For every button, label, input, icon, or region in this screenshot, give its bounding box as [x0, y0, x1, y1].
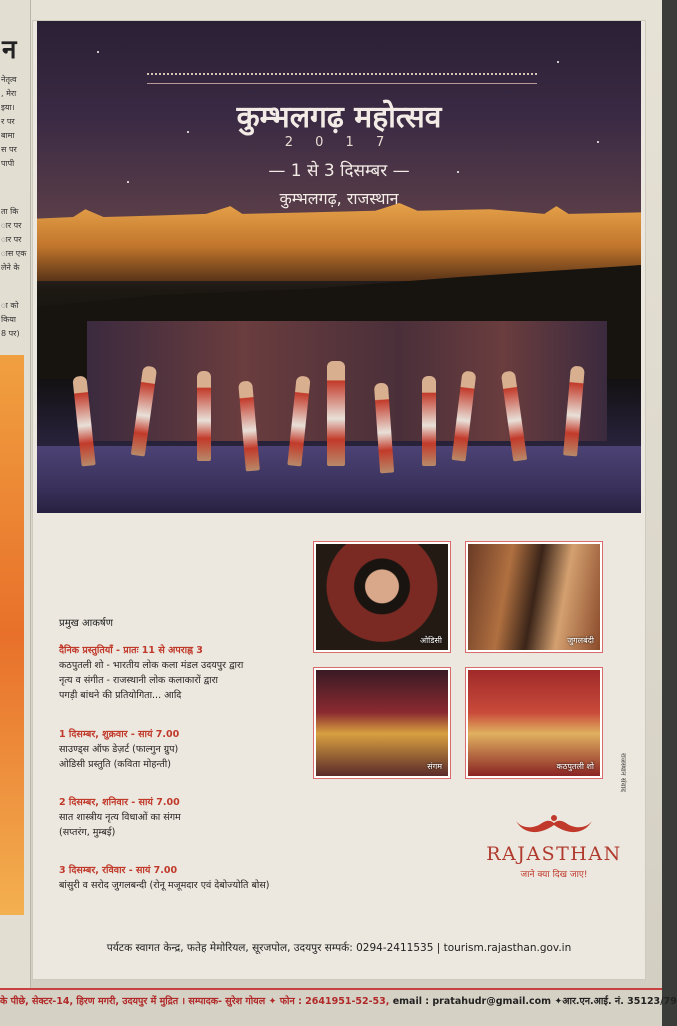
- festival-advertisement: [32, 20, 646, 980]
- adjacent-line: इया।: [1, 103, 15, 112]
- adjacent-line: नेतृत्व: [1, 75, 17, 84]
- decorative-border: [147, 73, 537, 84]
- adjacent-heading: न: [2, 35, 17, 65]
- dancer-figure: [422, 376, 436, 466]
- adjacent-line: किया: [1, 315, 16, 324]
- mustache-icon: [514, 813, 594, 839]
- adjacent-line: लेने के: [1, 263, 20, 272]
- photo-caption: कठपुतली शो: [556, 762, 594, 771]
- festival-venue: कुम्भलगढ़, राजस्थान: [279, 189, 399, 208]
- event-block: [59, 643, 243, 703]
- photo-jugalbandi: [465, 541, 603, 653]
- adjacent-line: 8 पर): [1, 329, 20, 338]
- festival-title: कुम्भलगढ़ महोत्सव: [236, 100, 442, 135]
- event-block: [59, 727, 179, 772]
- attractions-label: प्रमुख आकर्षण: [59, 618, 113, 629]
- adjacent-line: ता कि: [1, 207, 19, 216]
- star: [127, 181, 129, 183]
- adjacent-line: बामा: [1, 131, 15, 140]
- event-line: (सप्तरंग, मुम्बई): [59, 827, 116, 838]
- adjacent-line: ा को: [1, 301, 19, 310]
- adjacent-line: ास एक: [1, 249, 27, 258]
- star: [557, 61, 559, 63]
- adjacent-orange-ad: [0, 355, 24, 915]
- event-line: पगड़ी बांधने की प्रतियोगिता... आदि: [59, 690, 182, 701]
- adjacent-column: [0, 0, 31, 990]
- imprint-rni: ✦आर.एन.आई. नं. 35123/79: [554, 996, 677, 1007]
- dancer-figure: [197, 371, 211, 461]
- illuminated-fort: [37, 203, 641, 281]
- imprint-line: [0, 994, 677, 1007]
- event-heading: 3 दिसम्बर, रविवार - सायं 7.00: [59, 865, 178, 876]
- event-line: नृत्य व संगीत - राजस्थानी लोक कलाकारों द्वारा: [59, 675, 218, 686]
- event-line: ओडिसी प्रस्तुति (कविता मोहन्ती): [59, 759, 171, 770]
- details-section: [33, 513, 645, 979]
- dancer-figure: [327, 361, 345, 466]
- star: [97, 51, 99, 53]
- festival-year: 2 0 1 7: [284, 135, 394, 150]
- adjacent-line: र पर: [1, 117, 15, 126]
- event-line: साउण्ड्स ऑफ डेज़र्ट (फाल्गुन ग्रुप): [59, 744, 179, 755]
- event-line: सात शास्त्रीय नृत्य विधाओं का संगम: [59, 812, 181, 823]
- rajasthan-tourism-logo: [459, 813, 649, 880]
- imprint-email: email : pratahudr@gmail.com: [392, 996, 552, 1007]
- contact-footer: पर्यटक स्वागत केन्द्र, फतेह मेमोरियल, सूरजपोल, उदयपुर सम्पर्क: 0294-2411535 | tourism.rajasthan.gov.in: [106, 942, 572, 954]
- photo-odissi: [313, 541, 451, 653]
- logo-wordmark: RAJASTHAN: [486, 843, 622, 865]
- event-block: [59, 863, 270, 893]
- adjacent-line: ार पर: [1, 221, 22, 230]
- event-line: बांसुरी व सरोद जुगलबन्दी (रोनू मजूमदार एवं देबोज्योति बोस): [59, 880, 270, 891]
- side-credit: राजस्थान संवाद: [619, 753, 627, 793]
- newspaper-imprint-bar: [0, 988, 677, 1026]
- adjacent-line: पापी: [1, 159, 15, 168]
- logo-tagline: जाने क्या दिख जाए!: [520, 870, 588, 880]
- photo-caption: संगम: [427, 762, 442, 771]
- event-block: [59, 795, 181, 840]
- imprint-text: के पीछे, सेक्टर-14, हिरण मगरी, उदयपुर में मुद्रित । सम्पादक- सुरेश गोयल ✦ फोन : 2641951-52-53,: [0, 996, 390, 1007]
- adjacent-line: , मेरा: [1, 89, 17, 98]
- adjacent-line: स पर: [1, 145, 17, 154]
- photo-puppet-show: [465, 667, 603, 779]
- event-heading: दैनिक प्रस्तुतियाँ - प्रातः 11 से अपराह्न 3: [59, 645, 203, 656]
- photo-sangam: [313, 667, 451, 779]
- adjacent-line: ार पर: [1, 235, 22, 244]
- event-heading: 1 दिसम्बर, शुक्रवार - सायं 7.00: [59, 729, 180, 740]
- stage-backdrop: [87, 321, 607, 441]
- festival-poster: [37, 21, 641, 513]
- festival-dates: — 1 से 3 दिसम्बर —: [268, 161, 410, 181]
- photo-caption: ओडिसी: [419, 636, 442, 645]
- event-heading: 2 दिसम्बर, शनिवार - सायं 7.00: [59, 797, 180, 808]
- event-line: कठपुतली शो - भारतीय लोक कला मंडल उदयपुर द्वारा: [59, 660, 244, 671]
- photo-caption: जुगलबंदी: [567, 636, 594, 645]
